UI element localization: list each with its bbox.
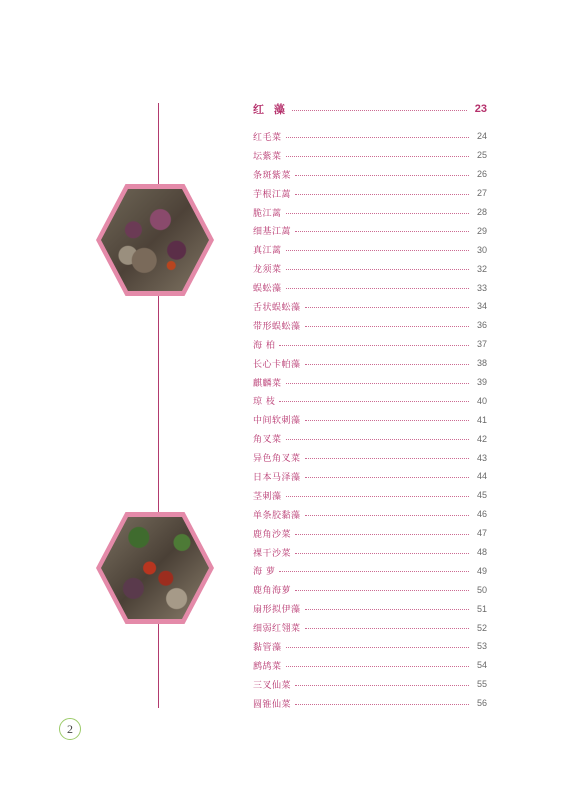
entry-page: 44 [476,471,487,482]
section-page: 23 [474,103,487,115]
entry-label: 芋根江蓠 [253,189,292,200]
entry-page: 45 [476,490,487,501]
toc-entry[interactable] [253,184,487,203]
entry-label: 日本马泽藻 [253,472,301,483]
toc-entry[interactable] [253,486,487,505]
entry-page: 27 [476,188,487,199]
toc-entry[interactable] [253,599,487,618]
toc-entry[interactable] [253,580,487,599]
leader-dots [292,110,467,111]
entry-page: 41 [476,414,487,425]
entry-label: 茎刺藻 [253,491,282,502]
leader-dots [286,288,469,289]
entry-page: 37 [476,339,487,350]
leader-dots [305,326,469,327]
toc-entries [253,127,487,713]
entry-page: 30 [476,244,487,255]
entry-label: 舌状蜈蚣藻 [253,302,301,313]
entry-label: 麒麟菜 [253,378,282,389]
entry-page: 42 [476,433,487,444]
table-of-contents [253,100,487,713]
page-number: 2 [59,718,81,740]
leader-dots [305,420,469,421]
toc-entry[interactable] [253,316,487,335]
toc-entry[interactable] [253,373,487,392]
leader-dots [295,590,469,591]
toc-entry[interactable] [253,410,487,429]
entry-label: 圆锥仙菜 [253,699,292,710]
leader-dots [286,666,469,667]
toc-entry[interactable] [253,391,487,410]
entry-label: 鹿角海萝 [253,586,292,597]
leader-dots [295,175,469,176]
toc-entry[interactable] [253,675,487,694]
toc-entry[interactable] [253,354,487,373]
leader-dots [286,137,469,138]
leader-dots [279,401,469,402]
entry-label: 脆江蓠 [253,208,282,219]
leader-dots [279,571,469,572]
toc-entry[interactable] [253,618,487,637]
entry-label: 三叉仙菜 [253,680,292,691]
toc-entry[interactable] [253,127,487,146]
leader-dots [305,477,469,478]
entry-label: 海 柏 [253,340,276,351]
entry-label: 单条胶黏藻 [253,510,301,521]
leader-dots [295,194,469,195]
leader-dots [305,628,469,629]
toc-entry[interactable] [253,278,487,297]
entry-label: 角叉菜 [253,435,282,446]
leader-dots [305,458,469,459]
entry-page: 55 [476,679,487,690]
toc-entry[interactable] [253,297,487,316]
toc-entry[interactable] [253,637,487,656]
entry-label: 异色角叉菜 [253,454,301,465]
entry-label: 细弱红翎菜 [253,624,301,635]
entry-page: 34 [476,301,487,312]
entry-label: 红毛菜 [253,132,282,143]
entry-label: 真江蓠 [253,246,282,257]
entry-page: 48 [476,547,487,558]
leader-dots [295,685,469,686]
leader-dots [305,609,469,610]
toc-entry[interactable] [253,561,487,580]
toc-entry[interactable] [253,203,487,222]
leader-dots [286,156,469,157]
toc-entry[interactable] [253,467,487,486]
entry-page: 56 [476,698,487,709]
entry-label: 中间软刺藻 [253,416,301,427]
red-algae-photo-bottom [96,512,214,624]
entry-page: 53 [476,641,487,652]
entry-page: 32 [476,263,487,274]
toc-entry[interactable] [253,543,487,562]
toc-entry[interactable] [253,429,487,448]
entry-label: 带形蜈蚣藻 [253,321,301,332]
entry-label: 鹿角沙菜 [253,529,292,540]
entry-page: 26 [476,169,487,180]
entry-label: 扇形拟伊藻 [253,605,301,616]
entry-page: 38 [476,358,487,369]
entry-label: 黏管藻 [253,642,282,653]
toc-entry[interactable] [253,656,487,675]
entry-page: 24 [476,131,487,142]
entry-page: 52 [476,622,487,633]
toc-entry[interactable] [253,259,487,278]
entry-page: 33 [476,282,487,293]
leader-dots [286,439,469,440]
entry-page: 51 [476,603,487,614]
leader-dots [279,345,469,346]
entry-label: 坛紫菜 [253,151,282,162]
leader-dots [286,496,469,497]
entry-page: 46 [476,509,487,520]
entry-page: 28 [476,207,487,217]
toc-entry[interactable] [253,240,487,259]
entry-label: 裸干沙菜 [253,548,292,559]
entry-page: 54 [476,660,487,671]
entry-page: 25 [476,150,487,161]
entry-label: 条斑紫菜 [253,170,292,181]
leader-dots [286,647,469,648]
entry-label: 蜈蚣藻 [253,284,282,295]
leader-dots [286,250,469,251]
entry-page: 39 [476,377,487,388]
entry-page: 49 [476,565,487,576]
section-title: 红 藻 [253,103,288,116]
entry-label: 长心卡帕藻 [253,359,301,370]
entry-label: 细基江蓠 [253,227,292,238]
leader-dots [305,364,469,365]
leader-dots [295,534,469,535]
leader-dots [286,213,469,214]
toc-section-heading[interactable] [253,100,487,118]
toc-entry[interactable] [253,448,487,467]
leader-dots [286,383,469,384]
leader-dots [295,704,469,705]
entry-label: 琼 枝 [253,397,276,408]
entry-page: 29 [476,225,487,236]
leader-dots [295,553,469,554]
leader-dots [295,231,469,232]
toc-entry[interactable] [253,694,487,713]
toc-entry[interactable] [253,505,487,524]
entry-page: 40 [476,395,487,406]
toc-entry[interactable] [253,165,487,184]
leader-dots [286,269,469,270]
toc-entry[interactable] [253,146,487,165]
toc-entry[interactable] [253,221,487,240]
entry-page: 43 [476,452,487,463]
toc-entry[interactable] [253,335,487,354]
entry-page: 36 [476,320,487,331]
entry-page: 50 [476,584,487,595]
leader-dots [305,307,469,308]
leader-dots [305,515,469,516]
toc-entry[interactable] [253,524,487,543]
red-algae-photo-top [96,184,214,296]
entry-page: 47 [476,528,487,539]
entry-label: 龙须菜 [253,265,282,276]
entry-label: 鹧鸪菜 [253,661,282,672]
entry-label: 海 萝 [253,567,276,578]
